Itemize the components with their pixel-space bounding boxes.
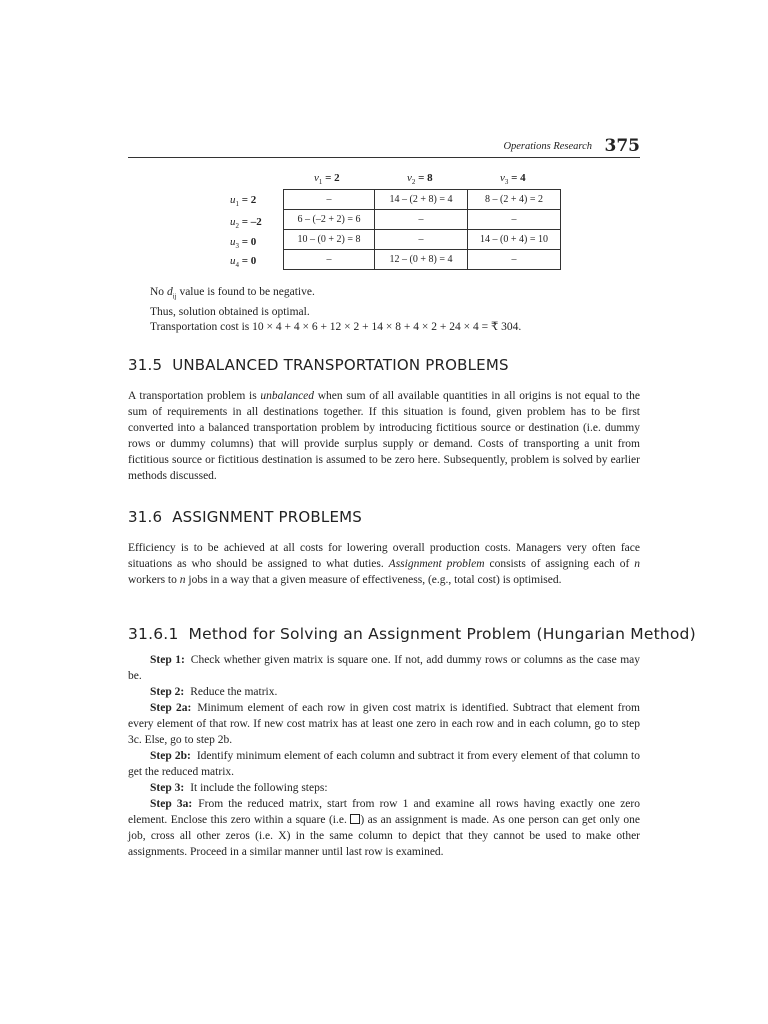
u3-label: $u_3 = 0$: [230, 236, 257, 251]
heading-31-6: 31.6 ASSIGNMENT PROBLEMS: [128, 508, 363, 526]
v1-header: $v_1 = 2$: [314, 172, 340, 187]
header-rule: [128, 157, 640, 158]
paragraph-assignment: Efficiency is to be achieved at all costs for lowering overall production costs. Managers very often face situations as who should be assigned to what duties. Assignment problem consists of assigning each of n workers to n jobs in a way that a given measure of effectiveness, (e.g., total cost) is optimised.: [128, 542, 640, 586]
table-cell: 14 – (0 + 4) = 10: [468, 230, 561, 250]
page-number: 375: [604, 136, 640, 156]
table-cell: –: [468, 250, 561, 270]
v3-header: $v_3 = 4$: [500, 172, 526, 187]
u1-label: $u_1 = 2$: [230, 194, 257, 209]
step-2b: Step 2b: Identify minimum element of each column and subtract it from every element of that column to get the reduced matrix.: [128, 750, 640, 778]
table-row: [284, 250, 561, 270]
table-cell: 6 – (–2 + 2) = 6: [284, 210, 375, 230]
square-icon: [350, 814, 360, 824]
table-cell: 14 – (2 + 8) = 4: [375, 190, 468, 210]
evaluation-table: [283, 189, 561, 270]
table-cell: –: [284, 250, 375, 270]
hungarian-steps: [128, 652, 640, 860]
table-cell: –: [284, 190, 375, 210]
table-cell: 8 – (2 + 4) = 2: [468, 190, 561, 210]
table-cell: 10 – (0 + 2) = 8: [284, 230, 375, 250]
table-cell: 12 – (0 + 8) = 4: [375, 250, 468, 270]
table-cell: –: [375, 210, 468, 230]
heading-31-5: 31.5 UNBALANCED TRANSPORTATION PROBLEMS: [128, 356, 509, 374]
step-2: Step 2: Reduce the matrix.: [150, 686, 278, 698]
note-negative: No $d_{ij}$ value is found to be negative.: [150, 286, 315, 301]
note-optimal: Thus, solution obtained is optimal.: [150, 305, 310, 318]
table-notes: [150, 285, 521, 336]
step-3a: Step 3a: From the reduced matrix, start from row 1 and examine all rows having exactly one zero element. Enclose this zero within a square (i.e. ) as an assignment is made. As one person can get only one job, cross all other zeros (i.e. X) in the same column to depict that they cannot be used to make other assignments. Proceed in a similar manner until last row is examined.: [128, 798, 640, 858]
u2-label: $u_2 = -2$: [230, 216, 262, 231]
running-header-title: Operations Research: [503, 141, 592, 152]
step-2a: Step 2a: Minimum element of each row in given cost matrix is identified. Subtract that element from every element of that row. If new cost matrix has at least one zero in each row and in each column, go to step 3c. Else, go to step 2b.: [128, 702, 640, 746]
table-cell: –: [375, 230, 468, 250]
table-row: [284, 230, 561, 250]
running-header: [128, 136, 640, 158]
heading-31-6-1: 31.6.1 Method for Solving an Assignment Problem (Hungarian Method): [128, 625, 696, 643]
table-row: [284, 210, 561, 230]
u4-label: $u_4 = 0$: [230, 255, 257, 270]
paragraph-unbalanced: A transportation problem is unbalanced when sum of all available quantities in all origins is not equal to the sum of requirements in all destinations together. If this situation is found, given problem has to be first converted into a balanced transportation problem by introducing fictitious source or destination (i.e. dummy rows or dummy columns) that will provide surplus supply or demand. Costs of transporting a unit from fictitious source or fictitious destination is assumed to be zero here. Subsequently, problem is solved by earlier methods discussed.: [128, 390, 640, 482]
v2-header: $v_2 = 8$: [407, 172, 433, 187]
table-row: [284, 190, 561, 210]
table-cell: –: [468, 210, 561, 230]
note-cost: Transportation cost is 10 × 4 + 4 × 6 + 12 × 2 + 14 × 8 + 4 × 2 + 24 × 4 = ₹ 304.: [150, 321, 522, 334]
step-1: Step 1: Check whether given matrix is square one. If not, add dummy rows or columns as the case may be.: [128, 654, 640, 682]
step-3: Step 3: It include the following steps:: [150, 782, 328, 794]
